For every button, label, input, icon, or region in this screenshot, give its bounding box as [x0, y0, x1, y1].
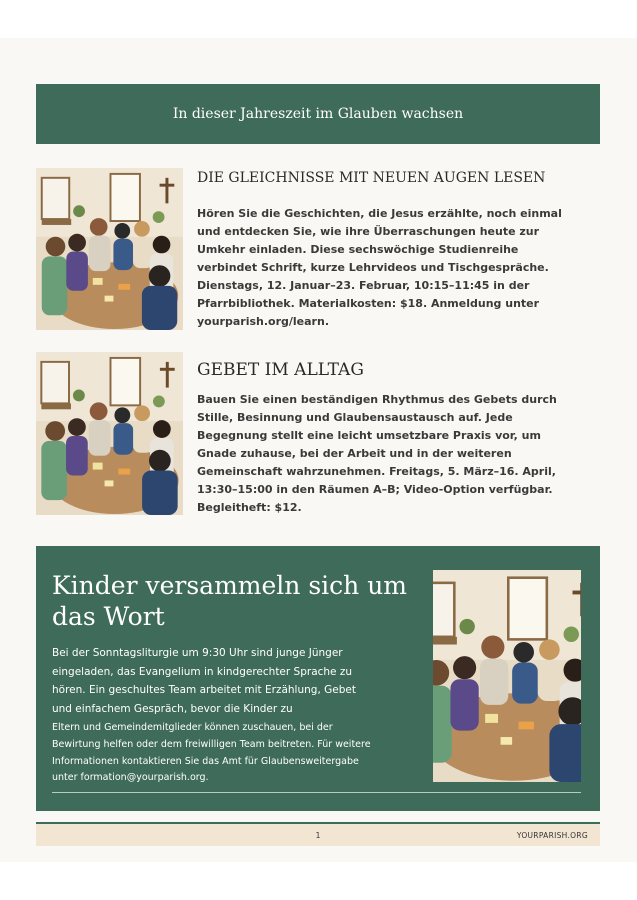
- article-2-title: GEBET IM ALLTAG: [197, 360, 364, 380]
- feature-divider: [52, 792, 581, 793]
- banner-text: In dieser Jahreszeit im Glauben wachsen: [172, 106, 464, 122]
- article-1-photo: [36, 168, 183, 330]
- article-1-title: DIE GLEICHNISSE MIT NEUEN AUGEN LESEN: [197, 170, 546, 186]
- article-2-photo: [36, 352, 183, 515]
- page: [0, 38, 637, 862]
- feature-title: Kinder versammeln sich um das Wort: [52, 571, 408, 631]
- article-2-body: Bauen Sie einen beständigen Rhythmus des Gebets durch Stille, Besinnung und Glaubensaustausch auf. Jede Begegnung stellt eine leicht umsetzbare Praxis vor, um Gnade zuhause, bei der Arbeit und in der weiteren Gemeinschaft wahrzunehmen. Freitags, 5. März–16. April, 13:30–15:00 in den Räumen A–B; Video-Option verfügbar. Begleitheft: $12.: [197, 393, 557, 514]
- article-1-body: Hören Sie die Geschichten, die Jesus erzählte, noch einmal und entdecken Sie, wie ihre Überraschungen heute zur Umkehr einladen. Diese sechswöchige Studienreihe verbindet Schrift, kurze Lehrvideos und Tischgespräche. Dienstags, 12. Januar–23. Februar, 10:15–11:45 in der Pfarrbibliothek. Materialkosten: $18. Anmeldung unter yourparish.org/learn.: [197, 207, 562, 328]
- feature-section: [36, 546, 600, 811]
- section-banner: [36, 84, 600, 144]
- page-footer: [36, 822, 600, 846]
- footer-site: YOURPARISH.ORG: [516, 831, 588, 840]
- feature-body-secondary: Eltern und Gemeindemitglieder können zuschauen, bei der Bewirtung helfen oder dem freiwilligen Team beitreten. Für weitere Informationen kontaktieren Sie das Amt für Glaubensweitergabe unter formation@yourparish.org.: [52, 722, 371, 784]
- feature-body: Bei der Sonntagsliturgie um 9:30 Uhr sind junge Jünger eingeladen, das Evangelium in kindgerechter Sprache zu hören. Ein geschultes Team arbeitet mit Erzählung, Gebet und einfachem Gespräch, bevor die Kinder zu: [52, 647, 356, 715]
- page-number: 1: [315, 831, 321, 840]
- feature-photo: [433, 570, 581, 782]
